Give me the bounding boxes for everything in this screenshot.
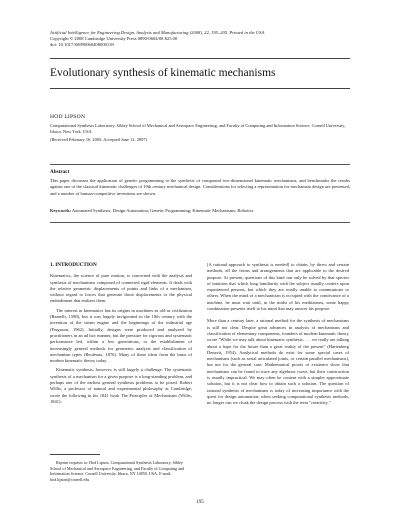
title-rule-bottom [50, 88, 350, 89]
keywords-line [50, 208, 350, 213]
body-column-right [207, 262, 349, 410]
abstract-rule-bottom [50, 222, 350, 223]
keywords-label: Keywords: [50, 208, 71, 213]
abstract-heading: Abstract [50, 169, 70, 175]
body-paragraph: The interest in kinematics has its origins in machines as old as civilization (Ramelli, 1588), but it was largely invigorated in the 18th century with the invention of the steam engine and the beginnings of the industrial age (Ferguson, 1962). Initially, designs were produced and analyzed by practitioners in an ad hoc manner, but the pressure for rigorous and systematic performance led, within a few generations, to the establishment of increasingly general methods for geometric analysis and classification of mechanism types (Reuleaux, 1876). Many of these ideas form the basis of modern kinematic theory today. [50, 307, 192, 364]
article-title: Evolutionary synthesis of kinematic mechanisms [50, 67, 276, 79]
title-rule-top [50, 58, 350, 59]
author-affiliation: Computational Synthesis Laboratory, Sibley School of Mechanical and Aerospace Engineering, and Faculty of Computing and Information Science, Cornell University, Ithaca, New York, USA [50, 123, 346, 135]
body-paragraph: More than a century later, a rational method for the synthesis of mechanisms is still not clear. Despite great advances in analysis of mechanisms and classification of elementary components, founders of modern kinematic theory wrote "While we may talk about kinematic synthesis, . . . we really are talking about a hope for the future than a great reality of the present" (Hartenberg Denavit, 1954). Analytical methods do exist for some special cases of mechanisms (such as serial articulated joints, or certain parallel mechanisms), but not for the general case. Mathematical proofs of existence show that mechanisms can be found to trace any algebraic curve, but their construction is usually impractical. We may often be content with a simpler approximate solution, but it is not clear how to obtain such a solution. The question of rational synthesis of mechanisms is today of increasing importance with the quest for design automation; when seeking computational synthesis methods, no longer can we cloak the design process with the term "creativity." [207, 318, 349, 406]
abstract-rule-top [50, 164, 350, 165]
page-number: 195 [196, 499, 204, 505]
body-paragraph: Kinematics, the science of pure motion, is concerned with the analysis and synthesis of mechanisms composed of connected rigid elements. It deals with the relative geometric displacements of points and links of a mechanism, without regard to forces that generate those displacements or the physical embodiment that realizes them. [50, 273, 192, 304]
keywords-list: Automated Synthesis; Design Automation; Genetic Programming; Kinematic Mechanisms; Robotics [71, 208, 254, 213]
doi-line: doi: 10.1017/S0890060408000139 [50, 42, 114, 48]
block-quote: [A rational approach to synthesis is needed] to obtain, by direct and certain methods, all the forms and arrangements that are applicable to the desired purpose. At present, questions of this kind can only be solved by that species of intuition that which long familiarity with the subject usually confers upon experienced persons, but which they are totally unable to communicate to others. When the mind of a mechanician is occupied with the contrivance of a machine, he must wait until, in the midst of his meditations, some happy combination presents itself to his mind that may answer his purpose. [207, 262, 349, 312]
received-dates: (Received February 16, 2005; Accepted June 12, 2007) [50, 137, 147, 142]
section-heading: 1. INTRODUCTION [50, 262, 97, 268]
abstract-text: This paper discusses the application of genetic programming to the synthesis of compound two-dimensional kinematic mechanisms, and benchmarks the results against one of the classical kinematic challenges of 19th century mechanical design. Considerations for selecting a representation for mechanism design are presented, and a number of human-competitive inventions are shown. [50, 178, 350, 196]
copyright-line: Copyright © 2008 Cambridge University Press 0890-0604/08 $25.00 [50, 36, 178, 42]
body-column-left [50, 262, 192, 408]
reprint-footnote: Reprint requests to: Hod Lipson, Computational Synthesis Laboratory, Sibley School of Mechanical and Aerospace Engineering, and Faculty of Computing and Information Science, Cornell University, Ithaca, NY 14850, USA. E-mail: hod.lipson@cornell.edu [50, 460, 185, 482]
footnote-rule [50, 454, 100, 455]
author-name: HOD LIPSON [50, 114, 86, 120]
journal-citation: Artificial Intelligence for Engineering Design, Analysis and Manufacturing (2008), 22, 195–205. Printed in the USA. [50, 30, 266, 35]
journal-header [50, 30, 350, 49]
body-paragraph: Kinematic synthesis, however, is still largely a challenge. The systematic synthesis of a mechanism for a given purpose is a long-standing problem, and perhaps one of the earliest general synthesis problems to be posed. Robert Willis, a professor of natural and experimental philosophy at Cambridge, wrote the following in his 1841 book The Principles of Mechanisms (Willis, 1841): [50, 367, 192, 404]
